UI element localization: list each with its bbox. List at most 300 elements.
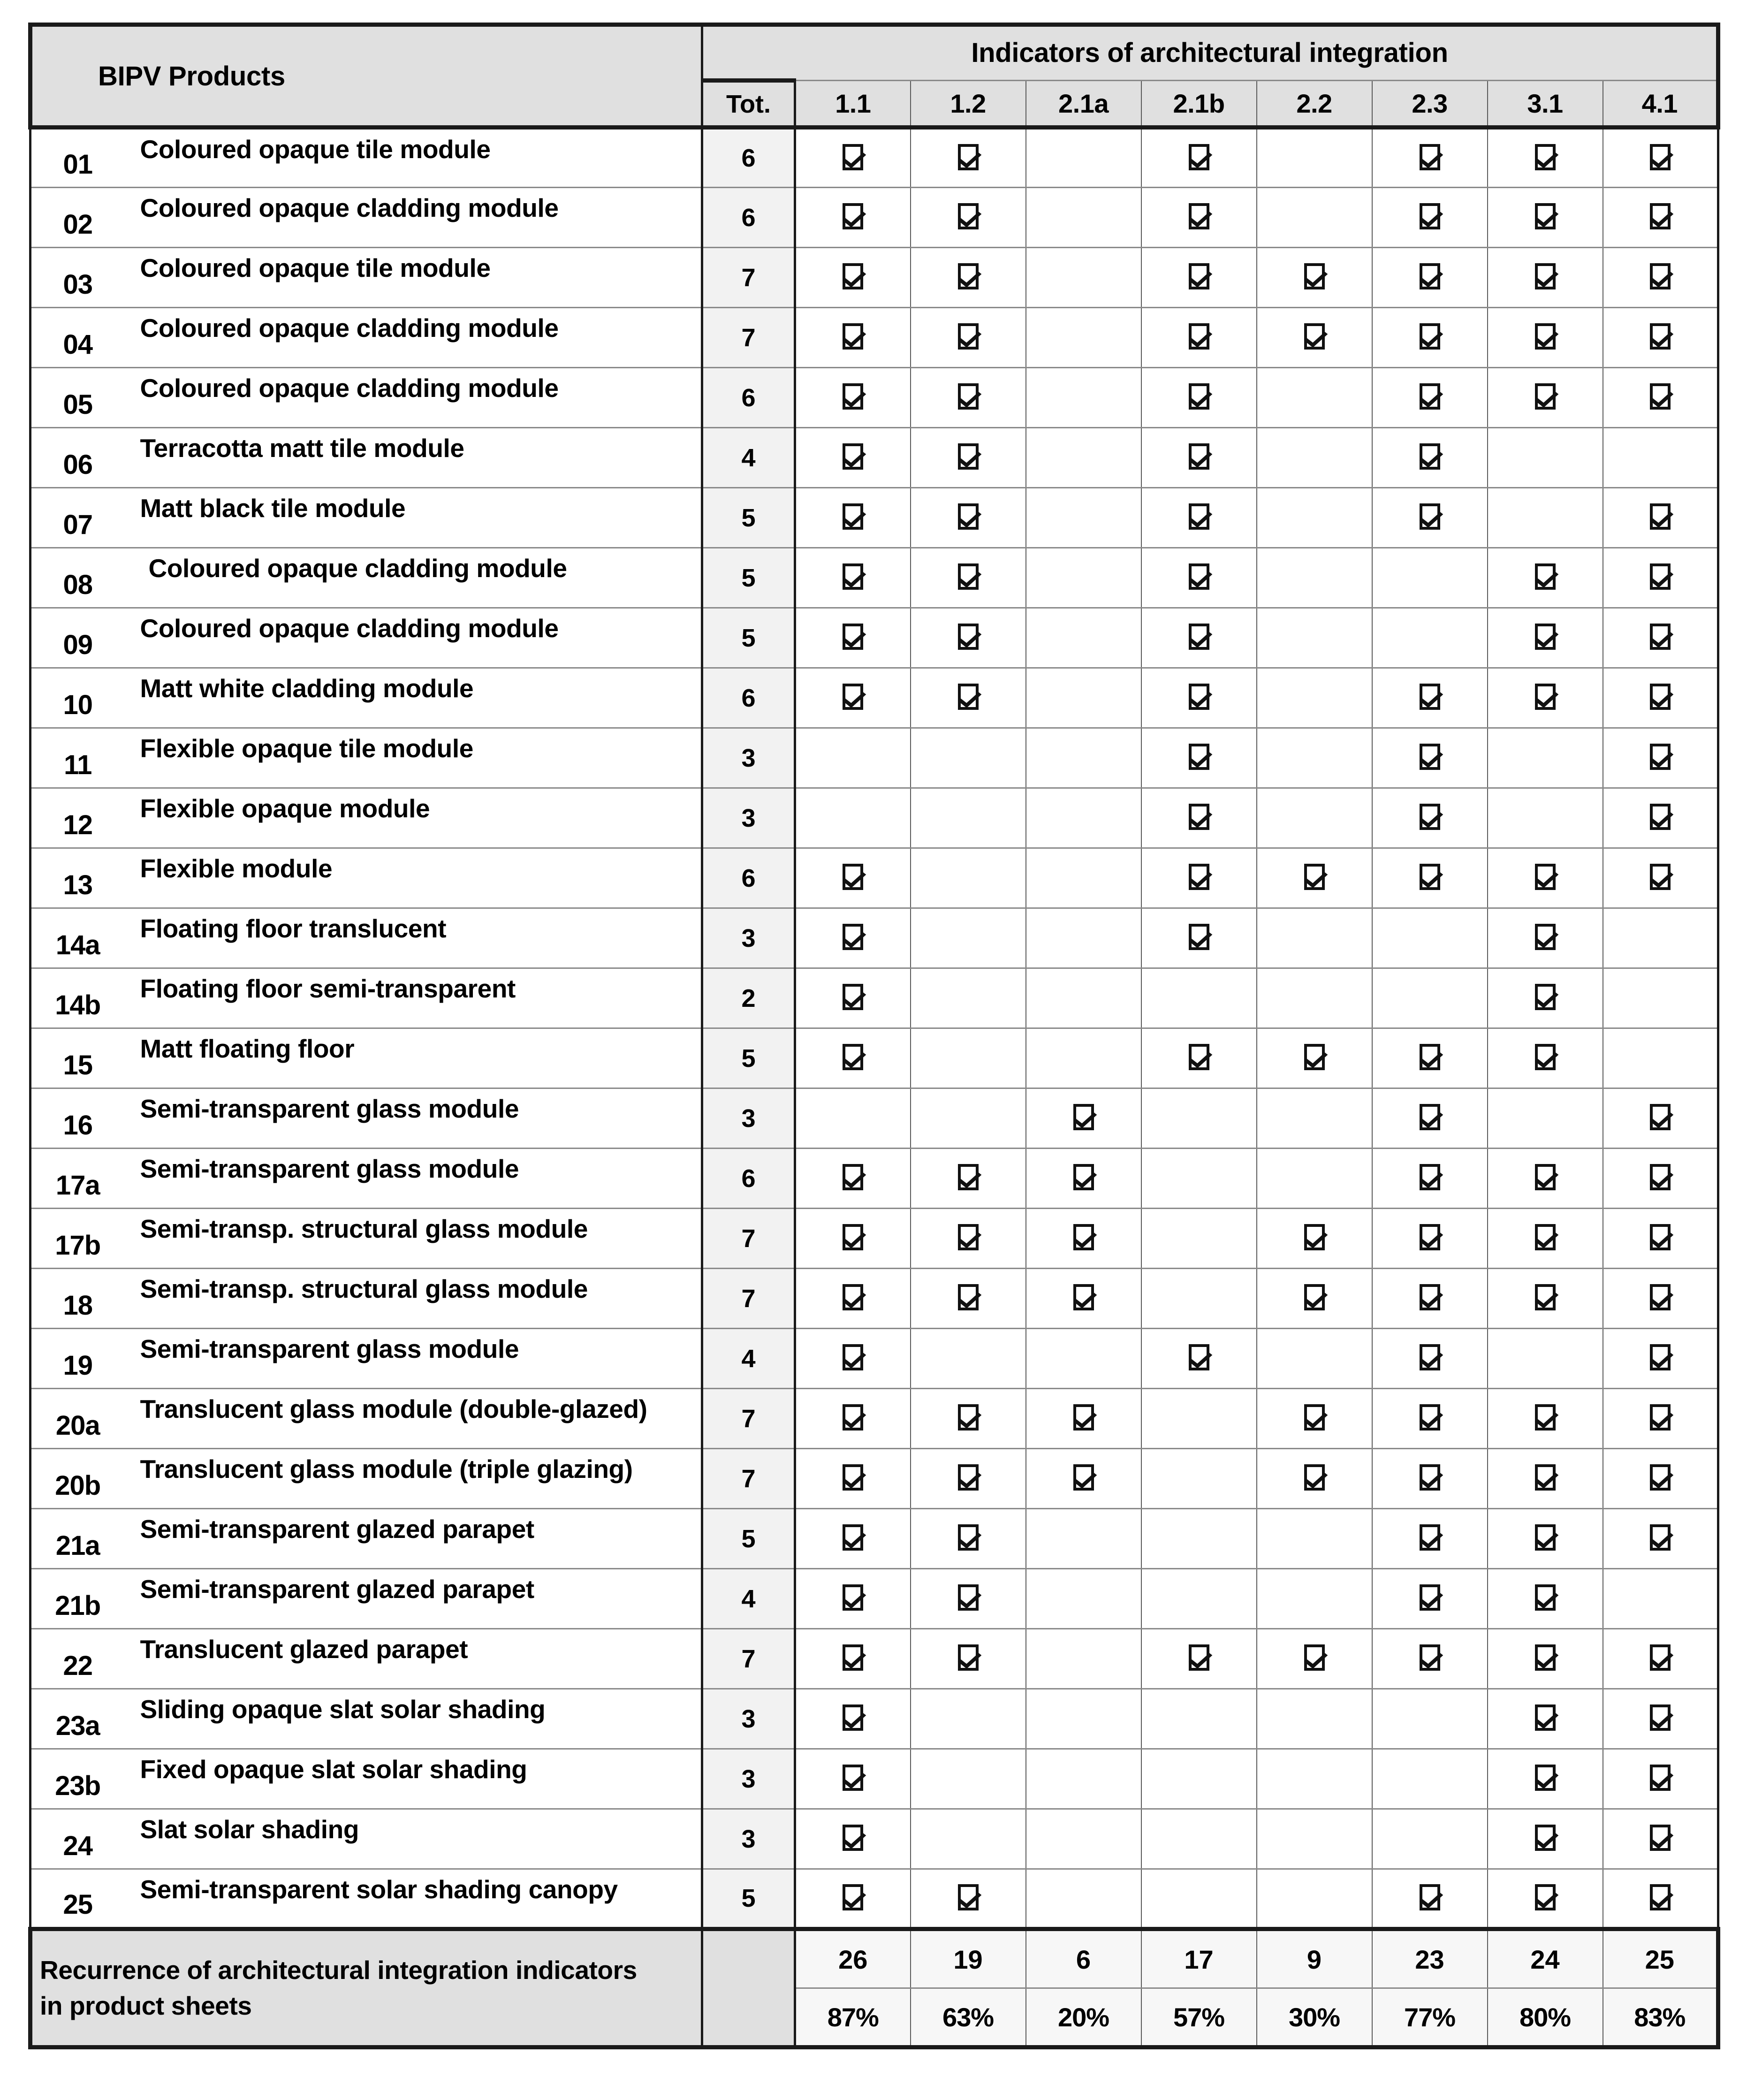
product-name: Terracotta matt tile module: [124, 428, 702, 488]
indicator-cell-2-3: [1372, 1809, 1488, 1869]
row-total: 7: [702, 308, 795, 368]
indicator-cell-1-1: [795, 1869, 911, 1929]
indicator-cell-3-1: [1488, 188, 1603, 248]
indicator-cell-2-3: [1372, 608, 1488, 668]
row-total: 7: [702, 1209, 795, 1269]
indicator-cell-2-1a: [1026, 1389, 1141, 1449]
indicator-cell-2-2: [1257, 1389, 1372, 1449]
checked-checkbox-icon: [1189, 503, 1209, 530]
indicator-cell-4-1: [1603, 428, 1718, 488]
checked-checkbox-icon: [958, 1164, 979, 1190]
indicator-cell-3-1: [1488, 428, 1603, 488]
indicator-cell-1-2: [911, 1449, 1026, 1509]
checked-checkbox-icon: [1650, 624, 1671, 650]
footer-percent-2-1b: 57%: [1141, 1988, 1257, 2047]
table-row: [30, 968, 1718, 1028]
indicator-cell-1-1: [795, 1269, 911, 1329]
checked-checkbox-icon: [1650, 1344, 1671, 1370]
product-name: Semi-transp. structural glass module: [124, 1209, 702, 1269]
indicator-cell-4-1: [1603, 1028, 1718, 1088]
product-name: Semi-transparent glazed parapet: [124, 1509, 702, 1569]
indicator-cell-3-1: [1488, 728, 1603, 788]
indicator-cell-2-1b: [1141, 128, 1257, 188]
indicator-cell-2-1b: [1141, 1329, 1257, 1389]
row-number: 16: [30, 1088, 124, 1149]
row-number: 13: [30, 848, 124, 908]
checked-checkbox-icon: [1304, 1284, 1325, 1310]
indicator-cell-3-1: [1488, 1869, 1603, 1929]
row-number: 21b: [30, 1569, 124, 1629]
footer-percent-2-2: 30%: [1257, 1988, 1372, 2047]
indicator-cell-1-1: [795, 1209, 911, 1269]
indicator-cell-1-1: [795, 128, 911, 188]
indicator-cell-3-1: [1488, 1569, 1603, 1629]
indicator-cell-4-1: [1603, 1569, 1718, 1629]
row-number: 07: [30, 488, 124, 548]
indicator-cell-2-2: [1257, 728, 1372, 788]
checked-checkbox-icon: [958, 684, 979, 710]
indicator-cell-2-2: [1257, 1509, 1372, 1569]
checked-checkbox-icon: [843, 624, 863, 650]
indicator-cell-2-3: [1372, 1749, 1488, 1809]
checked-checkbox-icon: [843, 1765, 863, 1791]
row-number: 09: [30, 608, 124, 668]
checked-checkbox-icon: [1650, 563, 1671, 590]
checked-checkbox-icon: [1420, 1224, 1440, 1250]
indicator-cell-2-2: [1257, 1149, 1372, 1209]
indicator-cell-4-1: [1603, 848, 1718, 908]
checked-checkbox-icon: [843, 924, 863, 950]
indicator-column-header-1-1: 1.1: [795, 81, 911, 128]
checked-checkbox-icon: [1650, 203, 1671, 229]
indicator-cell-1-1: [795, 368, 911, 428]
indicator-cell-2-2: [1257, 1749, 1372, 1809]
indicator-cell-1-2: [911, 1569, 1026, 1629]
checked-checkbox-icon: [1189, 563, 1209, 590]
indicator-cell-1-2: [911, 668, 1026, 728]
indicator-cell-1-1: [795, 1569, 911, 1629]
header-row-top: [30, 25, 1718, 81]
checked-checkbox-icon: [1535, 1644, 1556, 1671]
indicator-cell-3-1: [1488, 1329, 1603, 1389]
table-row: [30, 1209, 1718, 1269]
footer-count-2-1a: 6: [1026, 1929, 1141, 1988]
footer-percent-1-1: 87%: [795, 1988, 911, 2047]
checked-checkbox-icon: [1420, 684, 1440, 710]
row-total: 4: [702, 428, 795, 488]
indicator-cell-4-1: [1603, 908, 1718, 968]
indicator-cell-1-1: [795, 428, 911, 488]
indicator-cell-2-3: [1372, 848, 1488, 908]
checked-checkbox-icon: [958, 1524, 979, 1551]
product-name: Semi-transparent glass module: [124, 1149, 702, 1209]
indicator-cell-2-1a: [1026, 308, 1141, 368]
indicator-cell-3-1: [1488, 908, 1603, 968]
total-column-header: Tot.: [702, 81, 795, 128]
checked-checkbox-icon: [1535, 1284, 1556, 1310]
checked-checkbox-icon: [1535, 1825, 1556, 1851]
indicator-cell-2-1a: [1026, 668, 1141, 728]
indicator-cell-1-1: [795, 608, 911, 668]
indicator-cell-2-1b: [1141, 488, 1257, 548]
checked-checkbox-icon: [1420, 1284, 1440, 1310]
indicator-cell-2-1a: [1026, 908, 1141, 968]
row-total: 4: [702, 1569, 795, 1629]
checked-checkbox-icon: [1650, 1884, 1671, 1910]
indicator-cell-2-3: [1372, 1629, 1488, 1689]
indicator-cell-1-1: [795, 908, 911, 968]
checked-checkbox-icon: [1420, 1164, 1440, 1190]
checked-checkbox-icon: [1420, 1524, 1440, 1551]
indicator-cell-1-2: [911, 848, 1026, 908]
checked-checkbox-icon: [958, 323, 979, 350]
checked-checkbox-icon: [1650, 1404, 1671, 1430]
indicator-cell-4-1: [1603, 788, 1718, 848]
row-total: 4: [702, 1329, 795, 1389]
indicator-cell-2-2: [1257, 1329, 1372, 1389]
table-footer: [30, 1929, 1718, 2047]
indicator-cell-2-1b: [1141, 368, 1257, 428]
checked-checkbox-icon: [1304, 1224, 1325, 1250]
indicator-cell-2-1b: [1141, 1149, 1257, 1209]
row-total: 7: [702, 248, 795, 308]
indicator-cell-4-1: [1603, 248, 1718, 308]
indicator-column-header-3-1: 3.1: [1488, 81, 1603, 128]
indicator-cell-2-1a: [1026, 1689, 1141, 1749]
indicator-cell-2-3: [1372, 368, 1488, 428]
indicator-cell-1-1: [795, 1689, 911, 1749]
indicator-cell-1-1: [795, 1509, 911, 1569]
indicator-cell-2-1a: [1026, 968, 1141, 1028]
indicator-cell-1-1: [795, 1809, 911, 1869]
checked-checkbox-icon: [1650, 1825, 1671, 1851]
checked-checkbox-icon: [843, 864, 863, 890]
indicator-cell-1-1: [795, 1629, 911, 1689]
checked-checkbox-icon: [1420, 1104, 1440, 1130]
checked-checkbox-icon: [958, 624, 979, 650]
row-number: 18: [30, 1269, 124, 1329]
row-number: 10: [30, 668, 124, 728]
checked-checkbox-icon: [1420, 804, 1440, 830]
checked-checkbox-icon: [843, 1704, 863, 1731]
indicator-cell-2-3: [1372, 548, 1488, 608]
row-total: 6: [702, 188, 795, 248]
row-total: 2: [702, 968, 795, 1028]
row-total: 3: [702, 1088, 795, 1149]
checked-checkbox-icon: [1420, 1044, 1440, 1070]
indicator-cell-1-2: [911, 1329, 1026, 1389]
checked-checkbox-icon: [958, 203, 979, 229]
indicator-cell-2-3: [1372, 1209, 1488, 1269]
checked-checkbox-icon: [1650, 1765, 1671, 1791]
row-number: 17b: [30, 1209, 124, 1269]
product-name: Translucent glazed parapet: [124, 1629, 702, 1689]
indicator-cell-1-1: [795, 848, 911, 908]
checked-checkbox-icon: [843, 684, 863, 710]
indicator-cell-2-2: [1257, 1449, 1372, 1509]
row-number: 20a: [30, 1389, 124, 1449]
checked-checkbox-icon: [1420, 323, 1440, 350]
indicator-cell-3-1: [1488, 1749, 1603, 1809]
checked-checkbox-icon: [958, 1464, 979, 1491]
indicator-cell-4-1: [1603, 1209, 1718, 1269]
indicator-cell-1-2: [911, 1749, 1026, 1809]
checked-checkbox-icon: [1650, 323, 1671, 350]
indicator-cell-2-1a: [1026, 488, 1141, 548]
checked-checkbox-icon: [1189, 624, 1209, 650]
checked-checkbox-icon: [1535, 924, 1556, 950]
row-number: 17a: [30, 1149, 124, 1209]
indicator-cell-1-1: [795, 548, 911, 608]
indicator-cell-4-1: [1603, 1509, 1718, 1569]
indicator-cell-2-3: [1372, 1449, 1488, 1509]
indicator-cell-2-1a: [1026, 608, 1141, 668]
indicator-cell-2-1a: [1026, 848, 1141, 908]
table-row: [30, 1028, 1718, 1088]
indicator-cell-1-2: [911, 728, 1026, 788]
row-number: 21a: [30, 1509, 124, 1569]
product-name: Matt black tile module: [124, 488, 702, 548]
table-row: [30, 668, 1718, 728]
indicator-cell-1-1: [795, 968, 911, 1028]
product-name: Matt floating floor: [124, 1028, 702, 1088]
indicator-cell-1-2: [911, 488, 1026, 548]
checked-checkbox-icon: [958, 144, 979, 170]
indicator-cell-1-2: [911, 548, 1026, 608]
checked-checkbox-icon: [1304, 864, 1325, 890]
checked-checkbox-icon: [843, 1644, 863, 1671]
indicator-cell-2-1a: [1026, 368, 1141, 428]
row-number: 04: [30, 308, 124, 368]
indicator-cell-2-3: [1372, 668, 1488, 728]
checked-checkbox-icon: [1420, 203, 1440, 229]
row-number: 22: [30, 1629, 124, 1689]
indicator-cell-1-2: [911, 1088, 1026, 1149]
indicator-cell-2-2: [1257, 1569, 1372, 1629]
row-total: 3: [702, 908, 795, 968]
footer-count-4-1: 25: [1603, 1929, 1718, 1988]
row-total: 5: [702, 1869, 795, 1929]
indicator-cell-4-1: [1603, 368, 1718, 428]
indicator-cell-2-1b: [1141, 728, 1257, 788]
footer-count-1-2: 19: [911, 1929, 1026, 1988]
indicator-cell-1-1: [795, 1389, 911, 1449]
footer-count-3-1: 24: [1488, 1929, 1603, 1988]
indicator-cell-4-1: [1603, 968, 1718, 1028]
indicator-cell-2-2: [1257, 188, 1372, 248]
checked-checkbox-icon: [1420, 1344, 1440, 1370]
indicator-column-header-2-1a: 2.1a: [1026, 81, 1141, 128]
indicator-cell-4-1: [1603, 1869, 1718, 1929]
checked-checkbox-icon: [1650, 1224, 1671, 1250]
checked-checkbox-icon: [1650, 503, 1671, 530]
checked-checkbox-icon: [958, 1284, 979, 1310]
checked-checkbox-icon: [958, 503, 979, 530]
indicator-cell-3-1: [1488, 308, 1603, 368]
indicator-cell-2-3: [1372, 788, 1488, 848]
checked-checkbox-icon: [843, 323, 863, 350]
indicator-cell-2-3: [1372, 908, 1488, 968]
row-number: 06: [30, 428, 124, 488]
products-column-header: BIPV Products: [30, 25, 702, 128]
product-name: Coloured opaque cladding module: [124, 308, 702, 368]
indicator-cell-2-3: [1372, 1149, 1488, 1209]
footer-count-1-1: 26: [795, 1929, 911, 1988]
product-name: Coloured opaque tile module: [124, 248, 702, 308]
indicator-cell-4-1: [1603, 1088, 1718, 1149]
row-total: 5: [702, 608, 795, 668]
checked-checkbox-icon: [1420, 1404, 1440, 1430]
checked-checkbox-icon: [843, 263, 863, 289]
checked-checkbox-icon: [1073, 1224, 1094, 1250]
product-name: Flexible opaque tile module: [124, 728, 702, 788]
table-row: [30, 1389, 1718, 1449]
indicator-cell-3-1: [1488, 488, 1603, 548]
indicators-group-header: Indicators of architectural integration: [702, 25, 1718, 81]
row-total: 3: [702, 1689, 795, 1749]
checked-checkbox-icon: [843, 1584, 863, 1611]
indicator-cell-1-2: [911, 188, 1026, 248]
checked-checkbox-icon: [1535, 144, 1556, 170]
indicator-cell-2-2: [1257, 308, 1372, 368]
row-number: 02: [30, 188, 124, 248]
indicator-cell-1-2: [911, 428, 1026, 488]
product-name: Semi-transparent glass module: [124, 1088, 702, 1149]
checked-checkbox-icon: [843, 1524, 863, 1551]
checked-checkbox-icon: [1304, 1404, 1325, 1430]
indicator-cell-2-1b: [1141, 1509, 1257, 1569]
indicator-cell-4-1: [1603, 1329, 1718, 1389]
indicator-cell-2-3: [1372, 1269, 1488, 1329]
checked-checkbox-icon: [958, 1644, 979, 1671]
checked-checkbox-icon: [843, 1884, 863, 1910]
checked-checkbox-icon: [1073, 1164, 1094, 1190]
footer-label-line-1: Recurrence of architectural integration indicators: [40, 1955, 637, 1985]
row-total: 6: [702, 1149, 795, 1209]
product-name: Coloured opaque cladding module: [124, 608, 702, 668]
indicator-cell-4-1: [1603, 548, 1718, 608]
checked-checkbox-icon: [843, 144, 863, 170]
checked-checkbox-icon: [1650, 864, 1671, 890]
checked-checkbox-icon: [843, 1825, 863, 1851]
product-name: Floating floor translucent: [124, 908, 702, 968]
checked-checkbox-icon: [1650, 804, 1671, 830]
row-total: 7: [702, 1629, 795, 1689]
checked-checkbox-icon: [958, 443, 979, 470]
indicator-cell-2-2: [1257, 1269, 1372, 1329]
row-number: 03: [30, 248, 124, 308]
product-name: Semi-transp. structural glass module: [124, 1269, 702, 1329]
row-number: 23a: [30, 1689, 124, 1749]
indicator-cell-2-1a: [1026, 1209, 1141, 1269]
table-row: [30, 1269, 1718, 1329]
indicator-cell-2-2: [1257, 488, 1372, 548]
table-row: [30, 428, 1718, 488]
checked-checkbox-icon: [843, 1044, 863, 1070]
product-name: Semi-transparent glazed parapet: [124, 1569, 702, 1629]
indicator-column-header-2-3: 2.3: [1372, 81, 1488, 128]
checked-checkbox-icon: [1650, 1164, 1671, 1190]
checked-checkbox-icon: [843, 443, 863, 470]
indicator-cell-2-3: [1372, 1509, 1488, 1569]
bipv-products-indicator-table: [28, 23, 1720, 2049]
indicator-cell-2-1b: [1141, 1269, 1257, 1329]
checked-checkbox-icon: [1535, 203, 1556, 229]
indicator-cell-3-1: [1488, 1149, 1603, 1209]
indicator-cell-2-1b: [1141, 548, 1257, 608]
checked-checkbox-icon: [1420, 383, 1440, 410]
checked-checkbox-icon: [1535, 1524, 1556, 1551]
indicator-cell-4-1: [1603, 1389, 1718, 1449]
indicator-cell-2-3: [1372, 308, 1488, 368]
indicator-cell-2-1b: [1141, 1209, 1257, 1269]
indicator-cell-2-1a: [1026, 1569, 1141, 1629]
checked-checkbox-icon: [843, 1464, 863, 1491]
checked-checkbox-icon: [1420, 744, 1440, 770]
indicator-cell-4-1: [1603, 128, 1718, 188]
row-number: 20b: [30, 1449, 124, 1509]
indicator-cell-3-1: [1488, 128, 1603, 188]
row-total: 7: [702, 1449, 795, 1509]
indicator-cell-4-1: [1603, 308, 1718, 368]
indicator-cell-1-1: [795, 728, 911, 788]
footer-percent-3-1: 80%: [1488, 1988, 1603, 2047]
indicator-cell-2-1b: [1141, 248, 1257, 308]
table-row: [30, 248, 1718, 308]
table-row: [30, 1629, 1718, 1689]
checked-checkbox-icon: [843, 1344, 863, 1370]
checked-checkbox-icon: [958, 1404, 979, 1430]
footer-percent-4-1: 83%: [1603, 1988, 1718, 2047]
indicator-cell-2-1a: [1026, 1329, 1141, 1389]
checked-checkbox-icon: [1535, 1044, 1556, 1070]
checked-checkbox-icon: [1535, 1765, 1556, 1791]
indicator-cell-3-1: [1488, 608, 1603, 668]
indicator-cell-2-3: [1372, 1689, 1488, 1749]
indicator-cell-1-1: [795, 788, 911, 848]
indicator-cell-1-2: [911, 1809, 1026, 1869]
indicator-cell-4-1: [1603, 1809, 1718, 1869]
indicator-cell-2-3: [1372, 248, 1488, 308]
table-row: [30, 1689, 1718, 1749]
indicator-cell-3-1: [1488, 548, 1603, 608]
indicator-cell-1-2: [911, 128, 1026, 188]
indicator-cell-2-1a: [1026, 1749, 1141, 1809]
indicator-cell-2-3: [1372, 1088, 1488, 1149]
indicator-cell-1-2: [911, 608, 1026, 668]
checked-checkbox-icon: [958, 1884, 979, 1910]
checked-checkbox-icon: [1535, 1884, 1556, 1910]
checked-checkbox-icon: [843, 503, 863, 530]
checked-checkbox-icon: [1304, 1644, 1325, 1671]
indicator-cell-1-2: [911, 368, 1026, 428]
footer-label: [30, 1929, 702, 2047]
indicator-cell-2-3: [1372, 1389, 1488, 1449]
indicator-column-header-1-2: 1.2: [911, 81, 1026, 128]
indicator-cell-2-1a: [1026, 1269, 1141, 1329]
indicator-cell-3-1: [1488, 1269, 1603, 1329]
footer-percent-1-2: 63%: [911, 1988, 1026, 2047]
indicator-cell-4-1: [1603, 668, 1718, 728]
indicator-column-header-4-1: 4.1: [1603, 81, 1718, 128]
indicator-cell-1-1: [795, 1149, 911, 1209]
indicator-cell-2-2: [1257, 1088, 1372, 1149]
table-row: [30, 128, 1718, 188]
checked-checkbox-icon: [1650, 1524, 1671, 1551]
checked-checkbox-icon: [1420, 1464, 1440, 1491]
checked-checkbox-icon: [1535, 1464, 1556, 1491]
table-row: [30, 608, 1718, 668]
